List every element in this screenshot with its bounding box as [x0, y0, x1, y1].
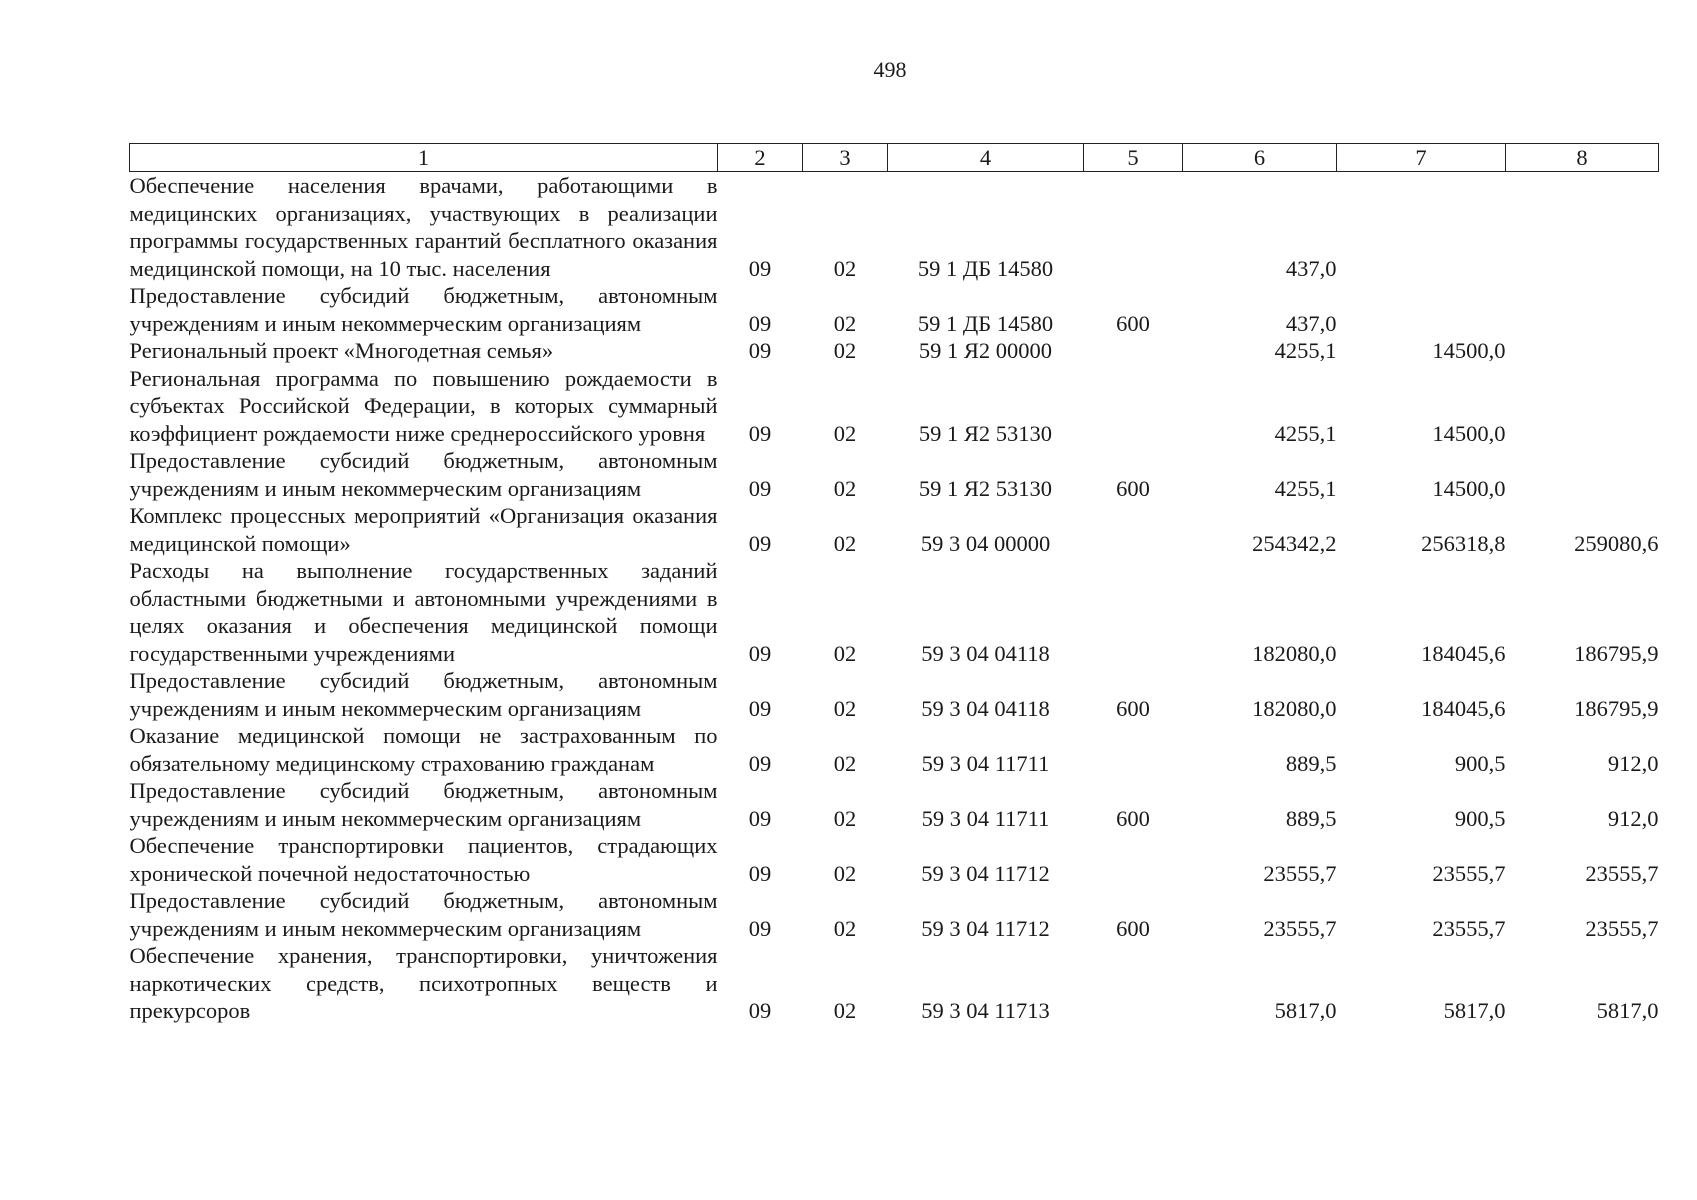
table-row	[130, 722, 1659, 777]
row-amount-col-8: 23555,7	[1585, 915, 1659, 941]
row-subsection-code: 02	[833, 805, 857, 831]
row-target-article-code: 59 1 Я2 53130	[918, 420, 1053, 446]
row-amount-col-7: 23555,7	[1432, 915, 1506, 941]
row-amount-col-7: 900,5	[1454, 805, 1506, 831]
row-amount-col-8: 912,0	[1607, 750, 1659, 776]
table-row	[130, 887, 1659, 942]
row-amount-col-6: 182080,0	[1252, 695, 1337, 721]
row-target-article-code: 59 3 04 11712	[921, 860, 1050, 886]
row-expense-type-code	[1084, 172, 1183, 283]
row-amount-col-6: 23555,7	[1263, 860, 1337, 886]
row-section-code: 09	[748, 998, 772, 1023]
row-target-article-code: 59 3 04 00000	[920, 530, 1051, 556]
row-amount-col-6: 889,5	[1285, 805, 1337, 831]
table-row	[130, 777, 1659, 832]
table-row	[130, 502, 1659, 557]
row-target-article-code: 59 1 ДБ 14580	[917, 310, 1054, 336]
row-amount-col-7: 184045,6	[1421, 695, 1506, 721]
header-col-8: 8	[1506, 144, 1659, 172]
row-expense-type-code	[1084, 942, 1183, 1025]
row-target-article-code: 59 3 04 04118	[921, 695, 1050, 721]
row-subsection-code: 02	[833, 640, 857, 666]
row-subsection-code: 02	[833, 255, 857, 281]
header-col-4: 4	[888, 144, 1084, 172]
row-target-article-code: 59 3 04 11713	[921, 998, 1050, 1023]
row-section-code: 09	[748, 805, 772, 831]
table-row	[130, 942, 1659, 1025]
row-description: Региональная программа по повышению рождаемости в субъектах Российской Федерации, в которых суммарный коэффициент рождаемости ниже среднероссийского уровня	[129, 365, 718, 446]
row-amount-col-8: 5817,0	[1596, 998, 1659, 1023]
row-section-code: 09	[748, 475, 772, 501]
table-row	[130, 447, 1659, 502]
row-expense-type-code: 600	[1116, 310, 1150, 336]
row-expense-type-code: 600	[1116, 805, 1150, 831]
row-section-code: 09	[748, 915, 772, 941]
row-expense-type-code	[1084, 365, 1183, 448]
row-amount-col-7: 23555,7	[1432, 860, 1506, 886]
row-amount-col-8: 259080,6	[1574, 530, 1659, 556]
row-amount-col-6: 4255,1	[1274, 475, 1337, 501]
row-expense-type-code	[1084, 832, 1183, 887]
header-row	[130, 144, 1659, 172]
row-section-code: 09	[748, 530, 772, 556]
row-expense-type-code	[1084, 502, 1183, 557]
row-section-code: 09	[748, 695, 772, 721]
row-description: Обеспечение населения врачами, работающими в медицинских организациях, участвующих в реализации программы государственных гарантий бесплатного оказания медицинской помощи, на 10 тыс. населения	[129, 173, 718, 281]
row-amount-col-7: 14500,0	[1432, 338, 1506, 363]
row-amount-col-6: 437,0	[1285, 310, 1337, 336]
row-expense-type-code: 600	[1116, 695, 1150, 721]
row-section-code: 09	[748, 640, 772, 666]
row-amount-col-8	[1506, 447, 1659, 502]
row-target-article-code: 59 1 Я2 00000	[918, 338, 1053, 363]
row-expense-type-code	[1084, 337, 1183, 365]
header-col-5: 5	[1084, 144, 1183, 172]
table-header	[130, 144, 1659, 172]
row-amount-col-8: 186795,9	[1574, 695, 1659, 721]
row-target-article-code: 59 1 ДБ 14580	[917, 255, 1054, 281]
row-amount-col-8: 23555,7	[1585, 860, 1659, 886]
row-target-article-code: 59 3 04 11712	[921, 915, 1050, 941]
row-amount-col-6: 5817,0	[1274, 998, 1337, 1023]
page-number: 498	[873, 57, 907, 82]
row-description: Обеспечение хранения, транспортировки, уничтожения наркотических средств, психотропных веществ и прекурсоров	[129, 943, 718, 1023]
row-amount-col-7: 14500,0	[1432, 420, 1506, 446]
table-row	[130, 337, 1659, 365]
table-body	[130, 172, 1659, 1025]
row-description: Региональный проект «Многодетная семья»	[129, 338, 554, 363]
row-amount-col-6: 889,5	[1285, 750, 1337, 776]
header-col-2: 2	[718, 144, 803, 172]
row-description: Предоставление субсидий бюджетным, автономным учреждениям и иным некоммерческим организациям	[129, 888, 718, 941]
row-amount-col-8	[1506, 172, 1659, 283]
row-target-article-code: 59 3 04 11711	[921, 750, 1050, 776]
table-row	[130, 832, 1659, 887]
table-row	[130, 282, 1659, 337]
row-subsection-code: 02	[833, 860, 857, 886]
row-section-code: 09	[748, 338, 772, 363]
row-subsection-code: 02	[833, 338, 857, 363]
row-description: Оказание медицинской помощи не застрахованным по обязательному медицинскому страхованию гражданам	[129, 723, 718, 776]
table-row	[130, 365, 1659, 448]
row-expense-type-code: 600	[1116, 475, 1150, 501]
row-subsection-code: 02	[833, 915, 857, 941]
header-col-3: 3	[803, 144, 888, 172]
row-section-code: 09	[748, 860, 772, 886]
row-subsection-code: 02	[833, 998, 857, 1023]
row-amount-col-6: 23555,7	[1263, 915, 1337, 941]
header-col-6: 6	[1183, 144, 1337, 172]
row-target-article-code: 59 3 04 04118	[921, 640, 1050, 666]
row-subsection-code: 02	[833, 530, 857, 556]
row-subsection-code: 02	[833, 420, 857, 446]
row-amount-col-6: 182080,0	[1252, 640, 1337, 666]
row-amount-col-7: 256318,8	[1421, 530, 1506, 556]
row-amount-col-8: 186795,9	[1574, 640, 1659, 666]
row-target-article-code: 59 3 04 11711	[921, 805, 1050, 831]
row-section-code: 09	[748, 255, 772, 281]
table-row	[130, 172, 1659, 283]
row-expense-type-code: 600	[1116, 915, 1150, 941]
row-amount-col-7: 5817,0	[1443, 998, 1506, 1023]
row-amount-col-7	[1337, 282, 1506, 337]
row-amount-col-8	[1506, 282, 1659, 337]
row-amount-col-7: 900,5	[1454, 750, 1506, 776]
row-subsection-code: 02	[833, 750, 857, 776]
row-amount-col-6: 254342,2	[1252, 530, 1337, 556]
row-subsection-code: 02	[833, 310, 857, 336]
row-description: Расходы на выполнение государственных заданий областными бюджетными и автономными учреждениями в целях оказания и обеспечения медицинской помощи государственными учреждениями	[129, 558, 718, 666]
row-description: Обеспечение транспортировки пациентов, страдающих хронической почечной недостаточностью	[129, 833, 718, 886]
row-amount-col-7: 184045,6	[1421, 640, 1506, 666]
row-subsection-code: 02	[833, 695, 857, 721]
row-amount-col-6: 437,0	[1285, 255, 1337, 281]
row-section-code: 09	[748, 420, 772, 446]
table-row	[130, 557, 1659, 667]
table-row	[130, 667, 1659, 722]
header-col-7: 7	[1337, 144, 1506, 172]
row-amount-col-6: 4255,1	[1274, 420, 1337, 446]
row-expense-type-code	[1084, 557, 1183, 667]
row-description: Предоставление субсидий бюджетным, автономным учреждениям и иным некоммерческим организациям	[129, 448, 718, 501]
row-section-code: 09	[748, 750, 772, 776]
row-amount-col-8	[1506, 365, 1659, 448]
row-amount-col-8: 912,0	[1607, 805, 1659, 831]
budget-table	[129, 143, 1659, 1025]
row-subsection-code: 02	[833, 475, 857, 501]
header-col-1: 1	[130, 144, 718, 172]
row-amount-col-8	[1506, 337, 1659, 365]
row-section-code: 09	[748, 310, 772, 336]
row-description: Комплекс процессных мероприятий «Организация оказания медицинской помощи»	[129, 503, 718, 556]
row-description: Предоставление субсидий бюджетным, автономным учреждениям и иным некоммерческим организациям	[129, 283, 718, 336]
row-description: Предоставление субсидий бюджетным, автономным учреждениям и иным некоммерческим организациям	[129, 668, 718, 721]
row-expense-type-code	[1084, 722, 1183, 777]
row-amount-col-6: 4255,1	[1274, 338, 1337, 363]
row-description: Предоставление субсидий бюджетным, автономным учреждениям и иным некоммерческим организациям	[129, 778, 718, 831]
row-target-article-code: 59 1 Я2 53130	[918, 475, 1053, 501]
row-amount-col-7	[1337, 172, 1506, 283]
row-amount-col-7: 14500,0	[1432, 475, 1506, 501]
